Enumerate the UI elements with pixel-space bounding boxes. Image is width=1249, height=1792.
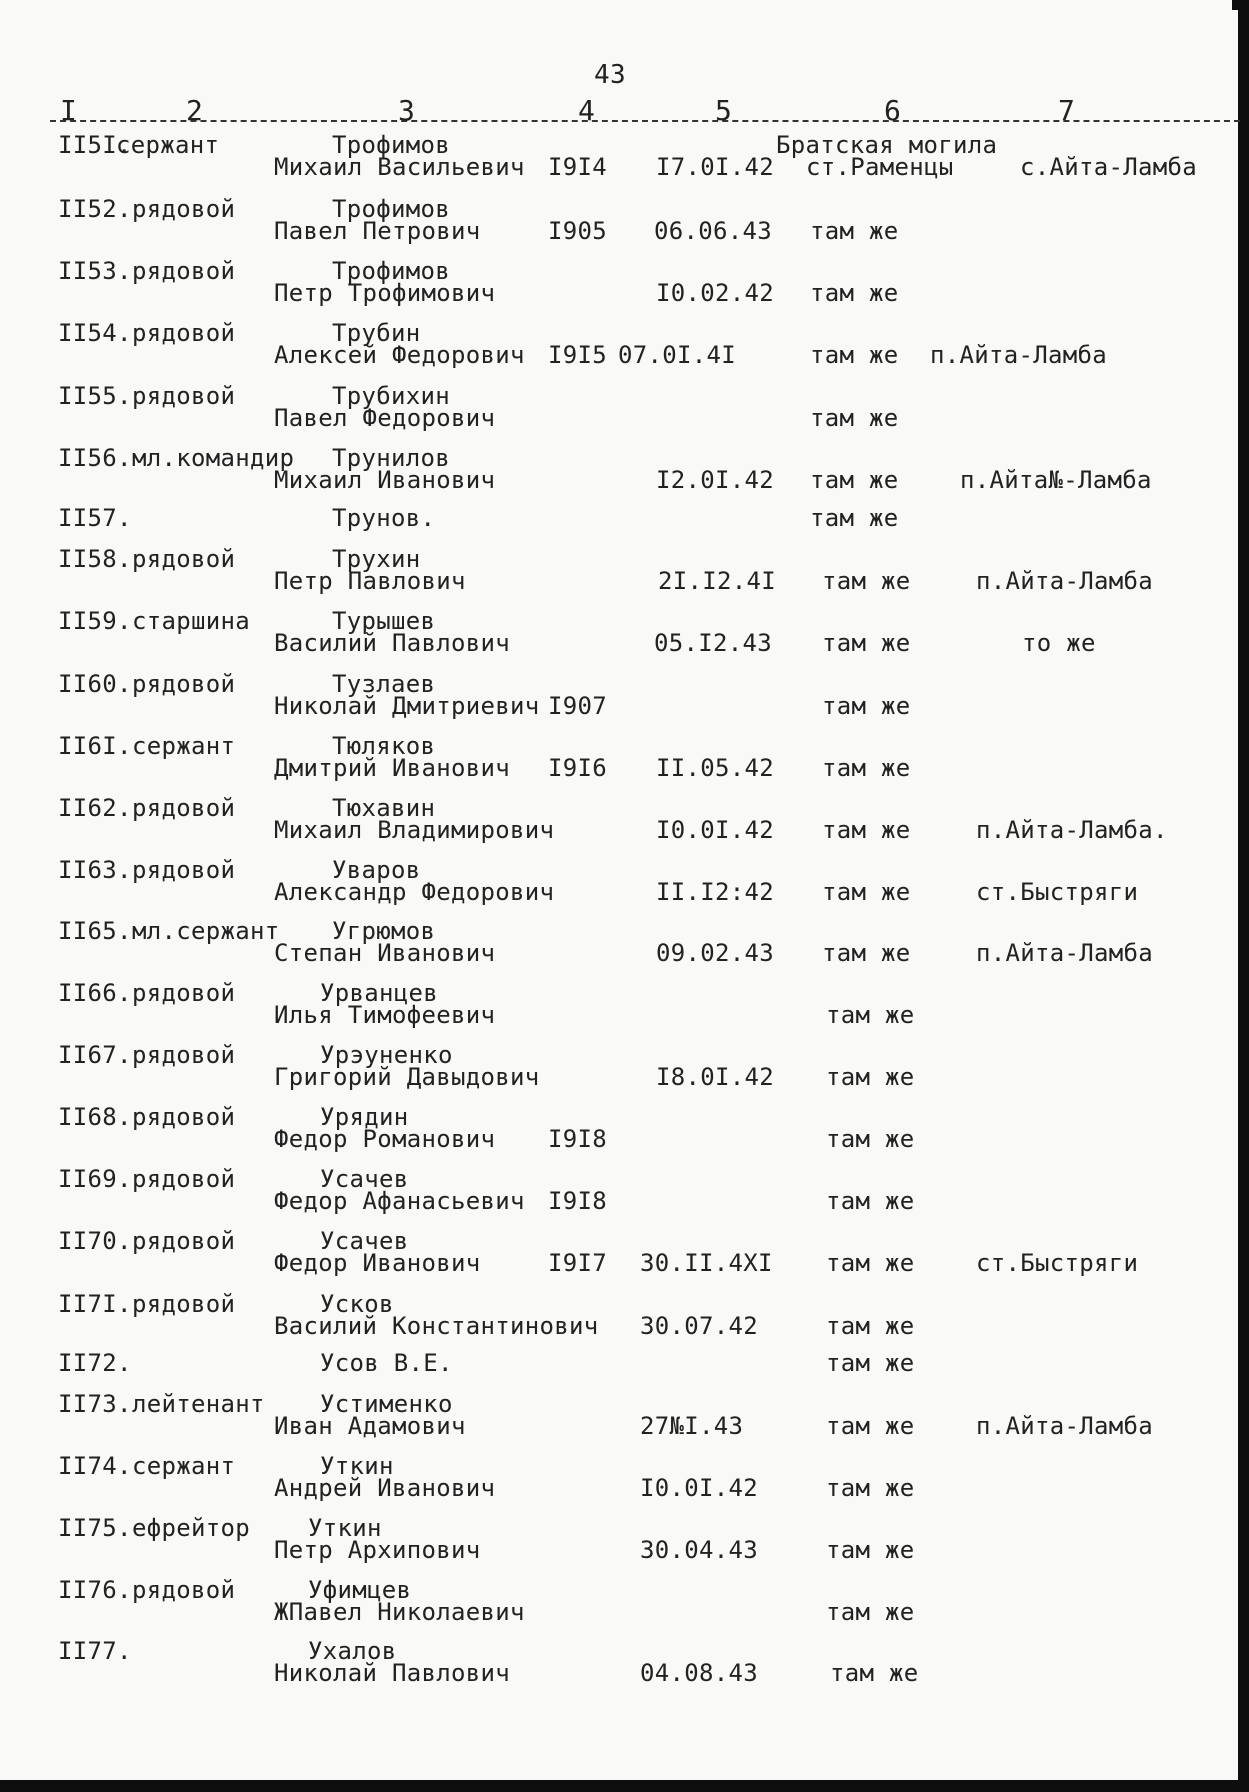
record-number: II65. <box>58 917 132 945</box>
death-date: I2.0I.42 <box>656 466 774 494</box>
given-name-patronymic: Михаил Владимирович <box>274 816 555 844</box>
military-rank: рядовой <box>132 979 236 1007</box>
record-number: II63. <box>58 856 132 884</box>
military-rank: мл.сержант <box>132 917 280 945</box>
burial-type: Братская могила <box>776 131 998 159</box>
burial-place: там же <box>810 217 899 245</box>
given-name-patronymic: Федор Иванович <box>274 1249 481 1277</box>
column-header-2: 2 <box>186 94 204 127</box>
record-number: II58. <box>58 545 132 573</box>
surname: Трубин <box>332 319 421 347</box>
record-number: II52. <box>58 195 132 223</box>
death-date: 27№I.43 <box>640 1412 744 1440</box>
burial-place: там же <box>830 1659 919 1687</box>
surname: Устименко <box>320 1390 453 1418</box>
military-rank: рядовой <box>132 1103 236 1131</box>
record-number: II53. <box>58 257 132 285</box>
burial-place: там же <box>826 1474 915 1502</box>
burial-place: ст.Раменцы <box>806 153 954 181</box>
surname: Трунилов <box>332 444 450 472</box>
scan-edge-right <box>1238 0 1249 1792</box>
birth-year: I9I4 <box>548 153 607 181</box>
settlement: с.Айта-Ламба <box>1020 153 1197 181</box>
settlement: п.Айта-Ламба <box>930 341 1107 369</box>
death-date: 30.07.42 <box>640 1312 758 1340</box>
military-rank: рядовой <box>132 1576 236 1604</box>
settlement: ст.Быстряги <box>976 1249 1139 1277</box>
settlement: п.Айта-Ламба <box>976 939 1153 967</box>
burial-place: там же <box>810 341 899 369</box>
record-number: II5I. <box>58 131 132 159</box>
column-header-1: I <box>60 94 78 127</box>
given-name-patronymic: Павел Федорович <box>274 404 496 432</box>
birth-year: I907 <box>548 692 607 720</box>
burial-place: там же <box>826 1001 915 1029</box>
given-name-patronymic: Михаил Васильевич <box>274 153 525 181</box>
military-rank: рядовой <box>132 1227 236 1255</box>
record-number: II62. <box>58 794 132 822</box>
record-number: II66. <box>58 979 132 1007</box>
surname: Уфимцев <box>308 1576 412 1604</box>
death-date: 30.04.43 <box>640 1536 758 1564</box>
record-number: II6I. <box>58 732 132 760</box>
death-date: 30.II.4XI <box>640 1249 773 1277</box>
death-date: I0.02.42 <box>656 279 774 307</box>
burial-place: там же <box>810 279 899 307</box>
given-name-patronymic: Николай Дмитриевич <box>274 692 540 720</box>
death-date: 06.06.43 <box>654 217 772 245</box>
military-rank: рядовой <box>132 1041 236 1069</box>
record-number: II77. <box>58 1637 132 1665</box>
surname: Трофимов <box>332 257 450 285</box>
birth-year: I905 <box>548 217 607 245</box>
death-date: I8.0I.42 <box>656 1063 774 1091</box>
birth-year: I9I8 <box>548 1125 607 1153</box>
burial-place: там же <box>826 1063 915 1091</box>
birth-year: I9I5 <box>548 341 607 369</box>
military-rank: сержант <box>132 1452 236 1480</box>
burial-place: там же <box>826 1125 915 1153</box>
death-date: I0.0I.42 <box>640 1474 758 1502</box>
record-number: II68. <box>58 1103 132 1131</box>
record-number: II55. <box>58 382 132 410</box>
settlement: п.Айта-Ламба <box>976 567 1153 595</box>
surname: Ухалов <box>308 1637 397 1665</box>
burial-place: там же <box>810 504 899 532</box>
given-name-patronymic: Федор Афанасьевич <box>274 1187 525 1215</box>
given-name-patronymic: Петр Павлович <box>274 567 466 595</box>
settlement: п.Айта-Ламба <box>976 1412 1153 1440</box>
given-name-patronymic: Василий Константинович <box>274 1312 599 1340</box>
surname: Тюляков <box>332 732 436 760</box>
military-rank: рядовой <box>132 670 236 698</box>
record-number: II76. <box>58 1576 132 1604</box>
record-number: II72. <box>58 1349 132 1377</box>
burial-place: там же <box>822 878 911 906</box>
given-name-patronymic: Николай Павлович <box>274 1659 510 1687</box>
military-rank: рядовой <box>132 382 236 410</box>
given-name-patronymic: Григорий Давыдович <box>274 1063 540 1091</box>
surname: Урэуненко <box>320 1041 453 1069</box>
given-name-patronymic: ЖПавел Николаевич <box>274 1598 525 1626</box>
column-header-6: 6 <box>884 94 902 127</box>
record-number: II59. <box>58 607 132 635</box>
burial-place: там же <box>822 567 911 595</box>
settlement: п.Айта№-Ламба <box>960 466 1152 494</box>
surname: Усков <box>320 1290 394 1318</box>
surname: Усачев <box>320 1165 409 1193</box>
burial-place: там же <box>826 1536 915 1564</box>
burial-place: там же <box>822 939 911 967</box>
surname: Тузлаев <box>332 670 436 698</box>
death-date: 07.0I.4I <box>618 341 736 369</box>
burial-place: там же <box>822 629 911 657</box>
military-rank: рядовой <box>132 856 236 884</box>
given-name-patronymic: Андрей Иванович <box>274 1474 496 1502</box>
column-header-5: 5 <box>715 94 733 127</box>
birth-year: I9I6 <box>548 754 607 782</box>
military-rank: рядовой <box>132 319 236 347</box>
surname: Урядин <box>320 1103 409 1131</box>
death-date: II.I2:42 <box>656 878 774 906</box>
military-rank: рядовой <box>132 1290 236 1318</box>
surname: Усов В.Е. <box>320 1349 453 1377</box>
given-name-patronymic: Дмитрий Иванович <box>274 754 510 782</box>
surname: Трофимов <box>332 131 450 159</box>
record-number: II70. <box>58 1227 132 1255</box>
burial-place: там же <box>826 1349 915 1377</box>
birth-year: I9I7 <box>548 1249 607 1277</box>
military-rank: рядовой <box>132 1165 236 1193</box>
given-name-patronymic: Михаил Иванович <box>274 466 496 494</box>
record-number: II7I. <box>58 1290 132 1318</box>
record-number: II57. <box>58 504 132 532</box>
record-number: II54. <box>58 319 132 347</box>
settlement: ст.Быстряги <box>976 878 1139 906</box>
scan-edge-corner <box>1232 0 1249 10</box>
burial-place: там же <box>826 1412 915 1440</box>
burial-place: там же <box>822 754 911 782</box>
surname: Турышев <box>332 607 436 635</box>
military-rank: рядовой <box>132 794 236 822</box>
military-rank: сержант <box>132 732 236 760</box>
record-number: II60. <box>58 670 132 698</box>
death-date: I7.0I.42 <box>656 153 774 181</box>
death-date: 09.02.43 <box>656 939 774 967</box>
given-name-patronymic: Алексей Федорович <box>274 341 525 369</box>
military-rank: рядовой <box>132 257 236 285</box>
death-date: I0.0I.42 <box>656 816 774 844</box>
record-number: II73. <box>58 1390 132 1418</box>
column-header-4: 4 <box>578 94 596 127</box>
burial-place: там же <box>826 1187 915 1215</box>
given-name-patronymic: Александр Федорович <box>274 878 555 906</box>
scan-edge-bottom <box>0 1780 1249 1792</box>
surname: Трофимов <box>332 195 450 223</box>
column-header-7: 7 <box>1058 94 1076 127</box>
burial-place: там же <box>810 466 899 494</box>
birth-year: I9I8 <box>548 1187 607 1215</box>
military-rank: рядовой <box>132 195 236 223</box>
surname: Угрюмов <box>332 917 436 945</box>
burial-place: там же <box>826 1598 915 1626</box>
burial-place: там же <box>826 1249 915 1277</box>
given-name-patronymic: Степан Иванович <box>274 939 496 967</box>
burial-place: там же <box>826 1312 915 1340</box>
surname: Трухин <box>332 545 421 573</box>
death-date: II.05.42 <box>656 754 774 782</box>
record-number: II69. <box>58 1165 132 1193</box>
death-date: 04.08.43 <box>640 1659 758 1687</box>
death-date: 2I.I2.4I <box>658 567 776 595</box>
military-rank: мл.командир <box>132 444 295 472</box>
surname: Трубихин <box>332 382 450 410</box>
given-name-patronymic: Павел Петрович <box>274 217 481 245</box>
death-date: 05.I2.43 <box>654 629 772 657</box>
burial-place: там же <box>822 816 911 844</box>
surname: Усачев <box>320 1227 409 1255</box>
given-name-patronymic: Иван Адамович <box>274 1412 466 1440</box>
settlement: п.Айта-Ламба. <box>976 816 1168 844</box>
military-rank: рядовой <box>132 545 236 573</box>
surname: Урванцев <box>320 979 438 1007</box>
page-number: 43 <box>594 60 626 90</box>
record-number: II56. <box>58 444 132 472</box>
record-number: II74. <box>58 1452 132 1480</box>
military-rank: сержант <box>116 131 220 159</box>
military-rank: старшина <box>132 607 250 635</box>
surname: Тюхавин <box>332 794 436 822</box>
settlement: то же <box>1022 629 1096 657</box>
burial-place: там же <box>822 692 911 720</box>
military-rank: лейтенант <box>132 1390 265 1418</box>
surname: Трунов. <box>332 504 436 532</box>
record-number: II67. <box>58 1041 132 1069</box>
given-name-patronymic: Петр Архипович <box>274 1536 481 1564</box>
given-name-patronymic: Федор Романович <box>274 1125 496 1153</box>
given-name-patronymic: Петр Трофимович <box>274 279 496 307</box>
surname: Уваров <box>332 856 421 884</box>
column-header-3: 3 <box>398 94 416 127</box>
given-name-patronymic: Василий Павлович <box>274 629 510 657</box>
surname: Уткин <box>308 1514 382 1542</box>
record-number: II75. <box>58 1514 132 1542</box>
military-rank: ефрейтор <box>132 1514 250 1542</box>
given-name-patronymic: Илья Тимофеевич <box>274 1001 496 1029</box>
surname: Уткин <box>320 1452 394 1480</box>
burial-place: там же <box>810 404 899 432</box>
